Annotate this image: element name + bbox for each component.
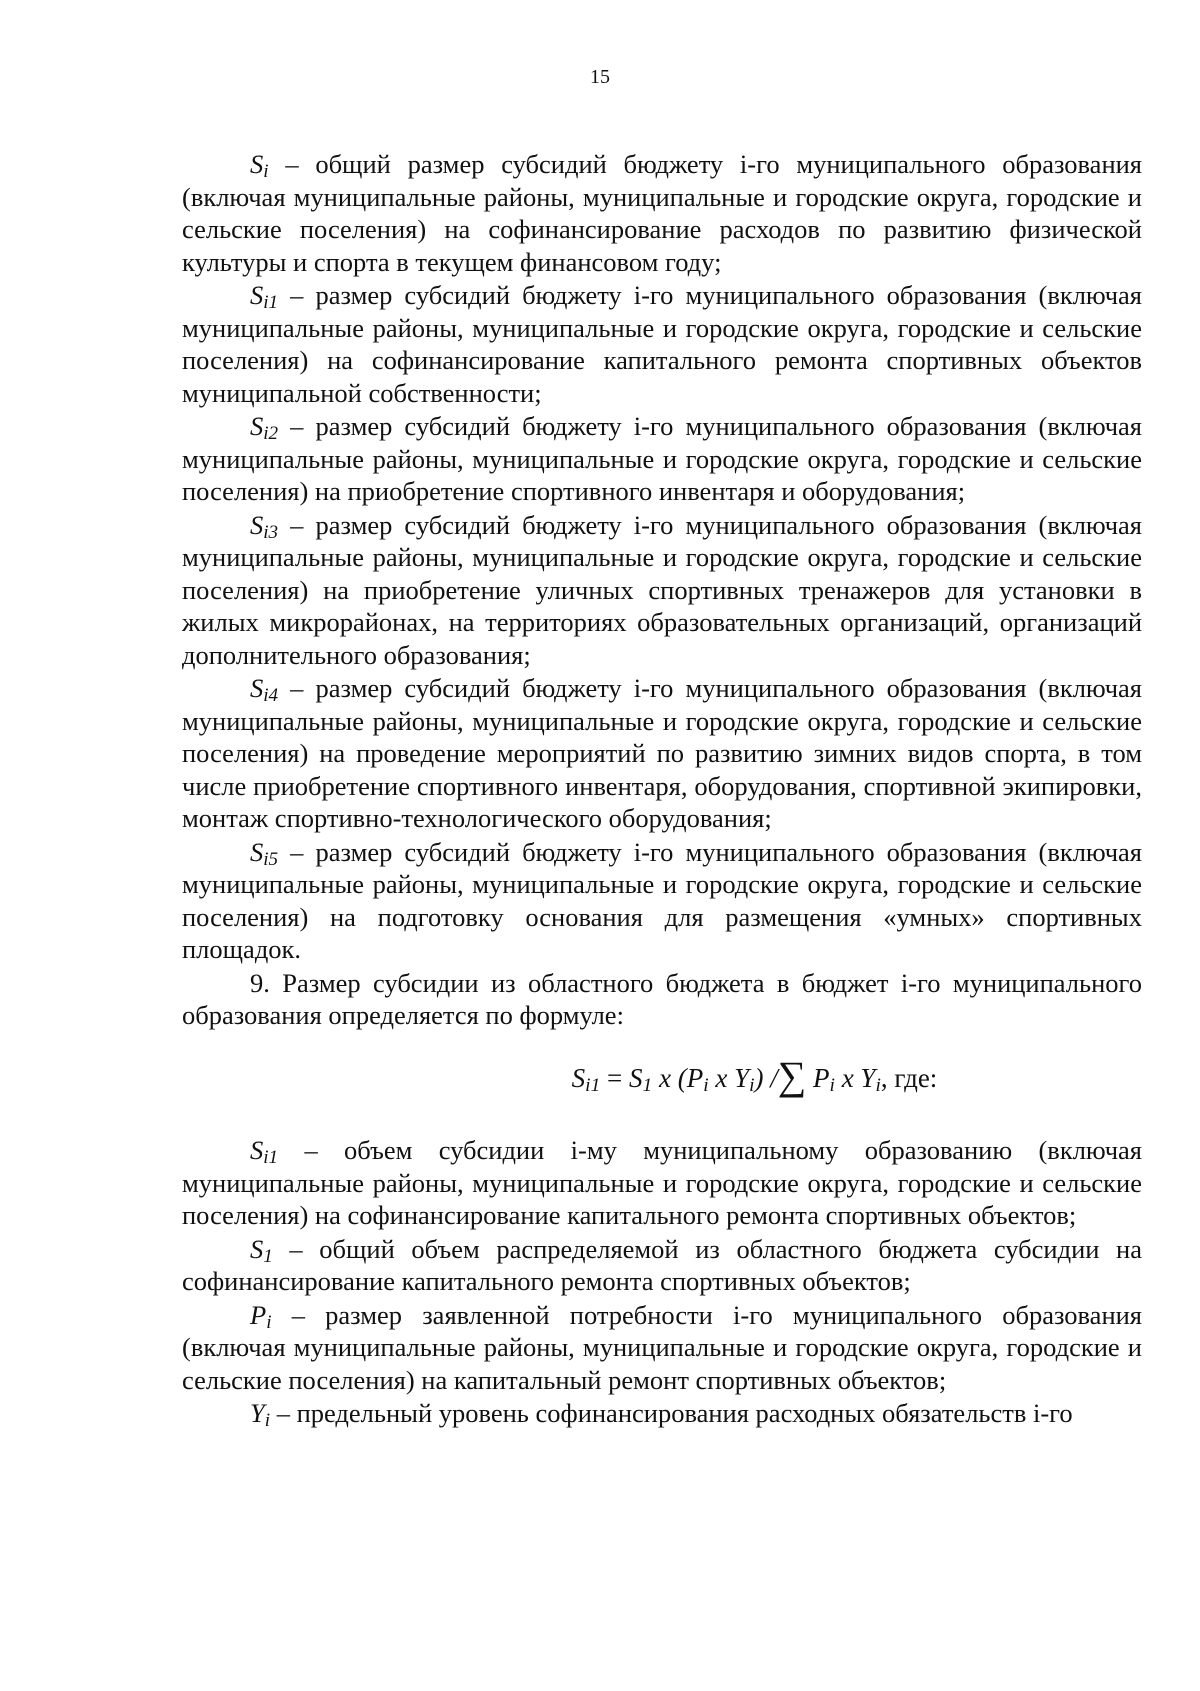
variable-subscript: i: [263, 160, 269, 182]
variable-subscript: i: [266, 1311, 272, 1333]
variable-subscript: i3: [263, 521, 279, 543]
paragraph-si3-definition: [182, 509, 1142, 672]
paragraph-si4-definition: [182, 672, 1142, 835]
paragraph-text: – размер заявленной потребности i-го муниципального образования (включая муниципальные районы, муниципальные и городские округа, городские и сельские поселения) на капитальный ремонт спортивных объектов;: [182, 1299, 1142, 1395]
variable-subscript: i1: [263, 291, 279, 313]
paragraph-text: – предельный уровень софинансирования расходных обязательств i-го: [270, 1398, 1073, 1428]
formula-subscript: i: [749, 1074, 755, 1096]
formula-subscript: i: [875, 1074, 881, 1096]
paragraph-item-9: [182, 967, 1142, 1032]
document-body: [182, 148, 1142, 1430]
paragraph-si-definition: [182, 148, 1142, 278]
variable-symbol: P: [250, 1299, 267, 1330]
formula-s1-subscript: 1: [642, 1074, 653, 1096]
variable-subscript: i: [264, 1409, 271, 1431]
variable-symbol: S: [250, 280, 264, 310]
variable-subscript: i5: [263, 848, 279, 870]
paragraph-text: 9. Размер субсидии из областного бюджета в бюджет i-го муниципального образования определяется по формуле:: [182, 967, 1142, 1030]
paragraph-si5-definition: [182, 836, 1142, 966]
variable-symbol: S: [250, 673, 264, 703]
formula-lhs: S: [571, 1062, 586, 1093]
paragraph-pi-definition: [182, 1299, 1142, 1397]
paragraph-yi-definition: [182, 1397, 1142, 1430]
paragraph-si2-definition: [182, 410, 1142, 508]
variable-symbol: S: [250, 411, 264, 441]
formula-subscript: i: [829, 1074, 835, 1096]
paragraph-si1-volume-definition: [182, 1134, 1142, 1232]
variable-subscript: i1: [263, 1146, 279, 1168]
sigma-symbol: ∑: [777, 1052, 807, 1098]
formula-equals: =: [600, 1062, 630, 1093]
variable-symbol: S: [250, 149, 264, 179]
paragraph-text: – размер субсидий бюджету i-го муниципального образования (включая муниципальные районы, муниципальные и городские округа, городские и сельские поселения) на приобретение спортивного инвентаря и оборудования;: [182, 411, 1142, 506]
paragraph-text: – общий объем распределяемой из областного бюджета субсидии на софинансирование капитального ремонта спортивных объектов;: [182, 1233, 1142, 1296]
paragraph-text: – объем субсидии i-му муниципальному образованию (включая муниципальные районы, муниципальные и городские округа, городские и сельские поселения) на софинансирование капитального ремонта спортивных объектов;: [182, 1135, 1142, 1230]
variable-symbol: S: [250, 1233, 264, 1264]
variable-subscript: i2: [263, 422, 279, 444]
formula-part: ) /: [754, 1062, 778, 1093]
formula-part: x Y: [834, 1062, 876, 1093]
formula-lhs-subscript: i1: [585, 1074, 601, 1096]
paragraph-text: – размер субсидий бюджету i-го муниципального образования (включая муниципальные районы, муниципальные и городские округа, городские и сельские поселения) на проведение мероприятий по развитию зимних видов спорта, в том числе приобретение спортивного инвентаря, оборудования, спортивной экипировки, монтаж спортивно-технологического оборудования;: [182, 673, 1142, 833]
paragraph-s1-definition: [182, 1233, 1142, 1298]
formula-subscript: i: [703, 1074, 709, 1096]
paragraph-text: – общий размер субсидий бюджету i-го муниципального образования (включая муниципальные районы, муниципальные и городские округа, городские и сельские поселения) на софинансирование расходов по развитию физической культуры и спорта в текущем финансовом году;: [182, 149, 1142, 277]
variable-symbol: Y: [250, 1398, 265, 1428]
paragraph-text: – размер субсидий бюджету i-го муниципального образования (включая муниципальные районы, муниципальные и городские округа, городские и сельские поселения) на софинансирование капитального ремонта спортивных объектов муниципальной собственности;: [182, 280, 1142, 408]
formula-s1: S: [629, 1062, 643, 1093]
variable-subscript: i4: [263, 684, 279, 706]
paragraph-text: – размер субсидий бюджету i-го муниципального образования (включая муниципальные районы, муниципальные и городские округа, городские и сельские поселения) на приобретение уличных спортивных тренажеров для установки в жилых микрорайонах, на территориях образовательных организаций, организаций дополнительного образования;: [182, 509, 1142, 670]
paragraph-text: – размер субсидий бюджету i-го муниципального образования (включая муниципальные районы, муниципальные и городские округа, городские и сельские поселения) на подготовку основания для размещения «умных» спортивных площадок.: [182, 836, 1142, 964]
subsidy-formula: [182, 1052, 1142, 1098]
formula-tail: , где:: [880, 1062, 938, 1093]
paragraph-si1-definition: [182, 279, 1142, 409]
variable-symbol: S: [250, 509, 264, 540]
variable-subscript: 1: [263, 1245, 273, 1267]
variable-symbol: S: [250, 1135, 264, 1165]
formula-part: x Y: [708, 1062, 750, 1093]
variable-symbol: S: [250, 836, 264, 867]
formula-part: x (P: [652, 1062, 704, 1093]
page-number: 15: [590, 66, 610, 88]
formula-part: P: [806, 1062, 830, 1093]
